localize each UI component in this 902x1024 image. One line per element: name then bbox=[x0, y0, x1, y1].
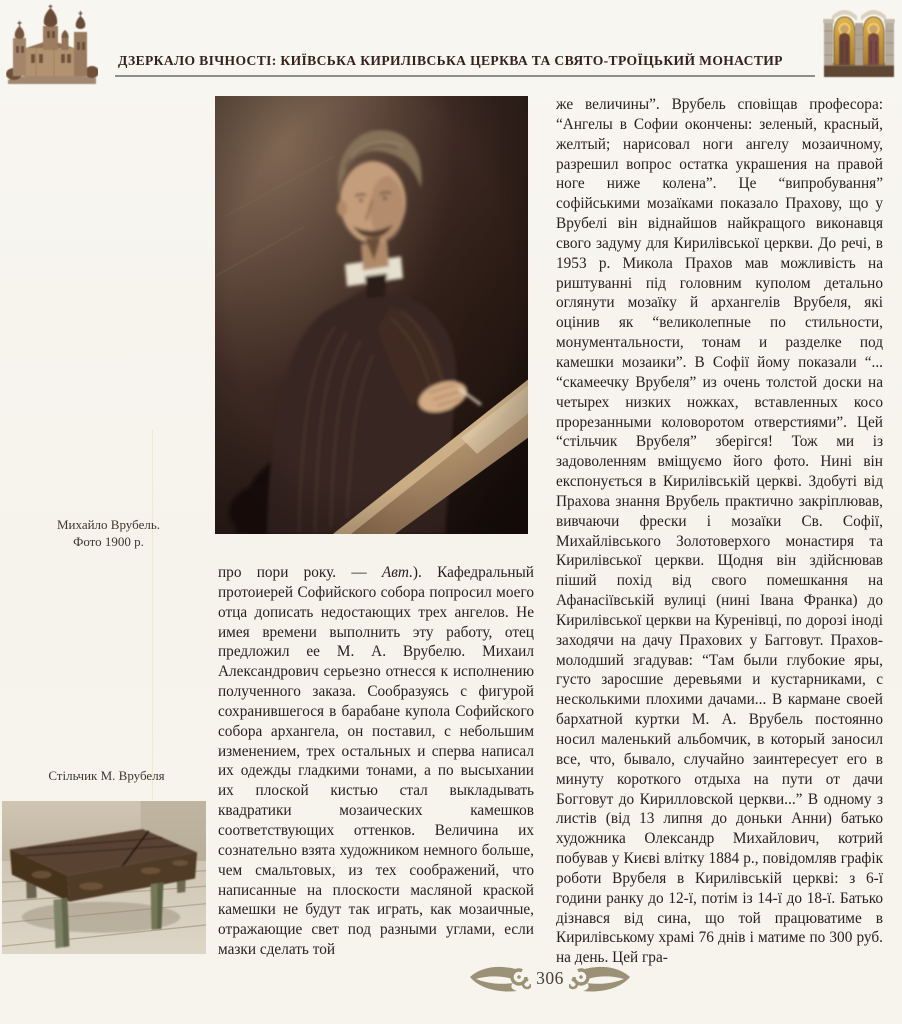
caption-line: Михайло Врубель. bbox=[56, 517, 161, 532]
left-column-author-note: Авт. bbox=[381, 564, 413, 581]
scan-artifact-line bbox=[152, 430, 153, 800]
caption-line: Фото 1900 р. bbox=[73, 534, 144, 549]
stool-photo-caption: Стільчик М. Врубеля bbox=[48, 768, 165, 783]
left-text-column bbox=[218, 563, 534, 967]
vrubel-portrait-photo bbox=[215, 96, 528, 534]
header-rule bbox=[115, 75, 815, 77]
vrubel-photo-caption bbox=[26, 516, 191, 550]
iconostasis-icon bbox=[823, 5, 895, 79]
stool-photo bbox=[2, 801, 206, 954]
page-number: 306 bbox=[536, 967, 564, 988]
wing-flourish-right-icon bbox=[569, 963, 631, 993]
church-photo-icon bbox=[6, 4, 98, 86]
right-text-column: же величины”. Врубель сповіщав професора: “Ангелы в Софии окончены: зеленый, красный, желтый; нарисовал ноги ангелу мозаичному, разрешил вопрос остатка украшения на правой ноге ниже колена”. Це “випробування” софійськими мозаїками показало Прахову, що у Врубелі він віднайшов найкращого виконавця свого задуму для Кирилівської церкви. До речі, в 1953 р. Микола Прахов мав можливість на риштуванні під головним куполом детально оглянути мозаїку й архангелів Врубеля, які оцінив як “великолепные по стильности, монументальности, тонам и разделке под камешки мозаики”. В Софії йому показали “... “скамеечку Врубеля” из очень толстой доски на четырех низких ножках, вставленных косо прорезанными коловоротом отверстиями”. Цей “стільчик Врубеля” зберігся! Тож ми із задоволенням вміщуємо його фото. Нині він експонується в Кирилівській церкві. Здобуті від Прахова знання Врубель практично закріплював, вивчаючи фрески і мозаїки Св. Софії, Михайлівського Золотоверхого монастиря та Кирилівської церкви. Щодня він здійснював піший похід від свого помешкання на Афанасіївській вулиці (нині Івана Франка) до Кирилівської церкви на Куренівці, по дорозі іноді заходячи на дачу Прахових у Багговут. Прахов-молодший згадував: “Там были глубокие яры, густо заросшие деревьями и кустарниками, с несколькими плохими дачами... В кармане своей бархатной куртки М. А. Врубель постоянно носил маленький альбомчик, в который заносил все, что, бывало, случайно заинтересует его в минуту короткого отдыха на пути от дачи Богговут до Кирилловской церкви...” В одному з листів (від 13 липня до доньки Анни) батько художника Олександр Михайлович, котрий побував у Києві влітку 1884 р., повідомляв графік роботи Врубеля в Кирилівській церкві: з 6-ї години ранку до 12-ї, потім із 14-ї до 18-ї. Батько дізнався від сина, що той працюватиме в Кирилівському храмі 76 днів і матиме по 300 руб. на день. Цей гра- bbox=[556, 96, 883, 967]
left-column-body: ). Кафедральный протоиерей Софийского собора попросил моего отца дописать недостающих трех ангелов. Не имея времени выполнить эту работу, отец предложил ее М. А. Врубелю. Михаил Александрович серьезно отнесся к исполнению полученного заказа. Сообразуясь с фигурой сохранившегося в барабане купола Софийского собора архангела, он поставил, с небольшим изменением, трех остальных и сперва написал их одежды гладкими тонами, а по высыхании их плоской кистью стал выкладывать квадратики мозаических камешков соответствующих оттенков. Величина их сознательно взята художником немного больше, чем смальтовых, из тех соображений, что написанные на плоскости масляной краской камешки не будут так играть, как мозаичные, отражающие свет под разными углами, если мазки сделать той bbox=[218, 564, 534, 959]
running-head-title: ДЗЕРКАЛО ВІЧНОСТІ: КИЇВСЬКА КИРИЛІВСЬКА ЦЕРКВА ТА СВЯТО-ТРОЇЦЬКИЙ МОНАСТИР bbox=[118, 53, 783, 68]
footer-page-number-block bbox=[452, 962, 648, 994]
left-column-lead: про пори року. — bbox=[218, 564, 382, 581]
wing-flourish-left-icon bbox=[469, 963, 531, 993]
